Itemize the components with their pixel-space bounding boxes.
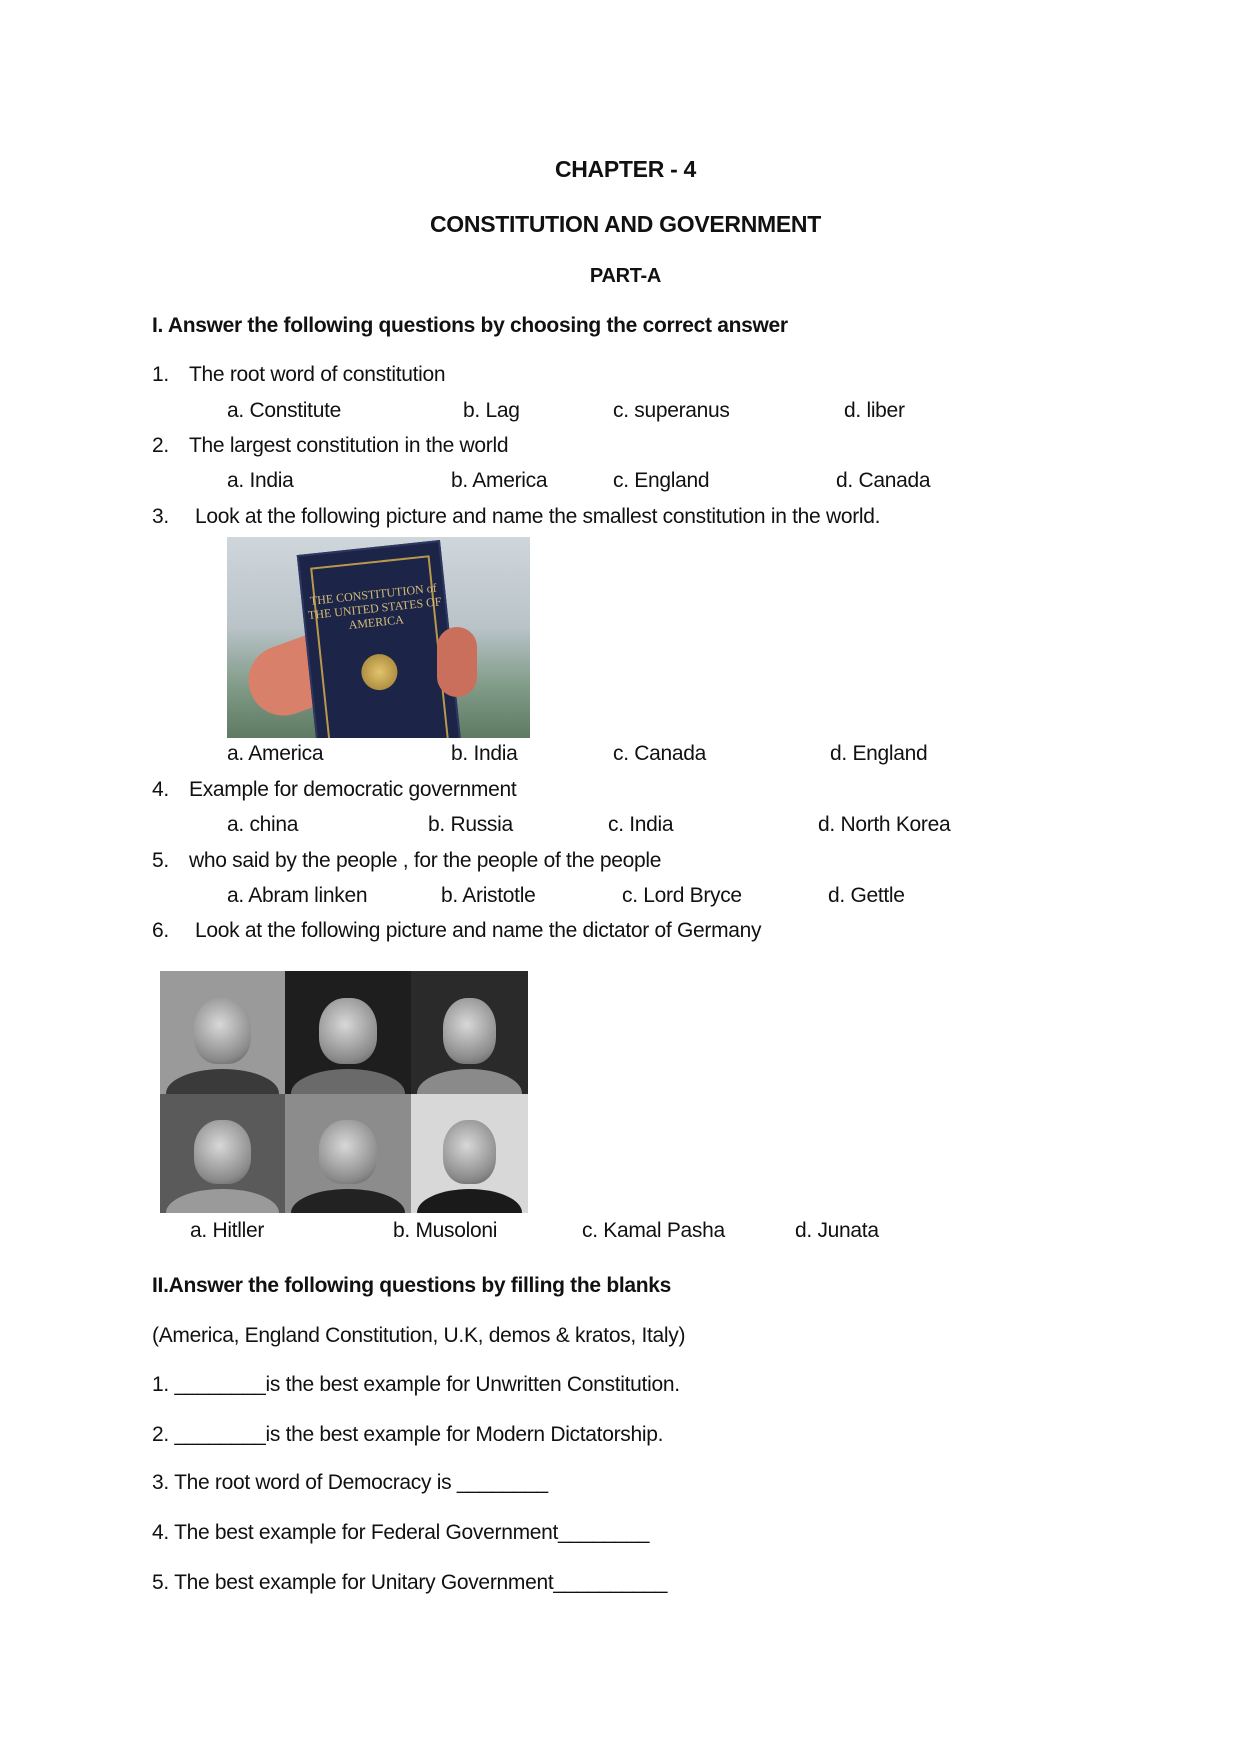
option-a: a. china [227,813,299,836]
word-bank: (America, England Constitution, U.K, demos & kratos, Italy) [152,1324,686,1347]
fill-blank-item: 4. The best example for Federal Government________ [152,1521,650,1544]
option-a: a. India [227,469,294,492]
question-number: 1. [152,363,169,386]
portrait [160,971,285,1094]
option-c: c. Lord Bryce [622,884,742,907]
fill-blank-item: 1. ________is the best example for Unwritten Constitution. [152,1373,680,1396]
section2-heading: II.Answer the following questions by filling the blanks [152,1274,672,1297]
cover-title: THE CONSTITUTION of THE UNITED STATES OF AMERICA [307,580,443,633]
option-c: c. England [613,469,710,492]
book-cover [297,540,462,738]
question-text: Look at the following picture and name the dictator of Germany [195,919,762,942]
question-text: Example for democratic government [189,778,517,801]
option-a: a. Abram linken [227,884,368,907]
question-text: Look at the following picture and name the smallest constitution in the world. [195,505,881,528]
fill-blank-item: 3. The root word of Democracy is ________ [152,1471,548,1494]
portrait [411,971,528,1094]
option-d: d. Gettle [828,884,905,907]
portrait [285,971,411,1094]
option-b: b. Russia [428,813,513,836]
option-d: d. Junata [795,1219,879,1242]
option-b: b. India [451,742,518,765]
question-number: 2. [152,434,169,457]
question-text: The root word of constitution [189,363,446,386]
portrait [160,1094,285,1213]
dictators-portrait-grid [160,971,528,1213]
option-b: b. Lag [463,399,520,422]
option-b: b. Musoloni [393,1219,498,1242]
option-c: c. Kamal Pasha [582,1219,725,1242]
part-label: PART-A [589,265,662,287]
option-a: a. America [227,742,324,765]
question-number: 4. [152,778,169,801]
constitution-book-image [227,537,530,738]
question-number: 5. [152,849,169,872]
option-d: d. England [830,742,928,765]
option-c: c. India [608,813,674,836]
portrait [411,1094,528,1213]
option-a: a. Hitller [190,1219,265,1242]
chapter-title: CONSTITUTION AND GOVERNMENT [430,211,821,237]
option-b: b. Aristotle [441,884,536,907]
section1-heading: I. Answer the following questions by choosing the correct answer [152,314,788,337]
option-d: d. Canada [836,469,931,492]
question-number: 6. [152,919,169,942]
option-c: c. Canada [613,742,707,765]
option-d: d. North Korea [818,813,951,836]
fill-blank-item: 5. The best example for Unitary Government__________ [152,1571,668,1594]
option-d: d. liber [844,399,905,422]
option-c: c. superanus [613,399,730,422]
portrait [285,1094,411,1213]
chapter-number: CHAPTER - 4 [554,156,697,182]
fill-blank-item: 2. ________is the best example for Modern Dictatorship. [152,1423,664,1446]
option-b: b. America [451,469,548,492]
question-text: The largest constitution in the world [189,434,509,457]
question-number: 3. [152,505,169,528]
option-a: a. Constitute [227,399,341,422]
thumb-shape [437,627,477,697]
question-text: who said by the people , for the people of the people [189,849,662,872]
